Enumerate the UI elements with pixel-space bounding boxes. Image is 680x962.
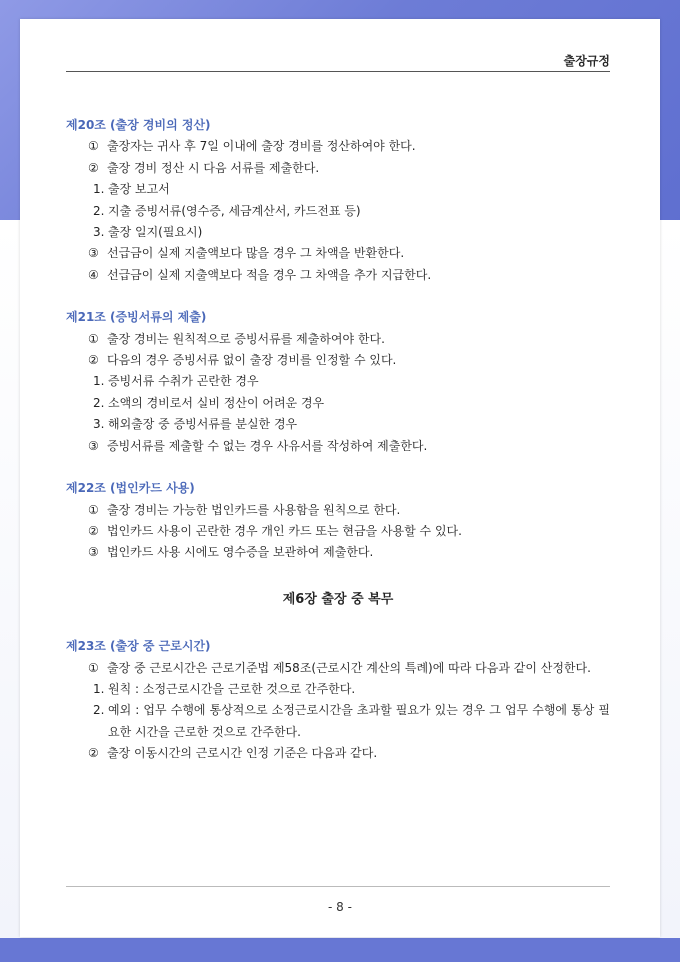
article-title: 제23조 (출장 중 근로시간) <box>66 639 211 654</box>
footer-divider <box>66 886 610 887</box>
item-text: 예외 : 업무 수행에 통상적으로 소정근로시간을 초과할 필요가 있는 경우 그 업무 수행에 통상 필요한 시간을 근로한 것으로 간주한다. <box>108 703 610 739</box>
item-text: 출장 경비는 가능한 법인카드를 사용함을 원칙으로 한다. <box>107 502 401 517</box>
item-marker: 1. <box>93 374 105 389</box>
item-text: 지출 증빙서류(영수증, 세금계산서, 카드전표 등) <box>108 203 361 218</box>
article <box>66 478 610 564</box>
clause-item <box>66 521 610 542</box>
page-content <box>66 115 610 786</box>
sub-item <box>66 393 610 414</box>
item-marker: ① <box>88 331 99 346</box>
item-marker: 2. <box>93 703 105 718</box>
header-title: 출장규정 <box>563 54 610 68</box>
clause-item <box>66 350 610 371</box>
item-text: 출장 이동시간의 근로시간 인정 기준은 다음과 같다. <box>107 746 378 761</box>
clause-item <box>66 542 610 563</box>
sub-item <box>66 371 610 392</box>
article-title: 제21조 (증빙서류의 제출) <box>66 310 207 325</box>
item-text: 선급금이 실제 지출액보다 많을 경우 그 차액을 반환한다. <box>107 246 405 261</box>
item-text: 법인카드 사용이 곤란한 경우 개인 카드 또는 현금을 사용할 수 있다. <box>107 523 462 538</box>
article <box>66 307 610 457</box>
item-text: 출장 중 근로시간은 근로기준법 제58조(근로시간 계산의 특례)에 따라 다음과 같이 산정한다. <box>107 660 591 675</box>
item-text: 증빙서류를 제출할 수 없는 경우 사유서를 작성하여 제출한다. <box>107 438 428 453</box>
item-marker: ② <box>88 523 99 538</box>
articles-before-chapter <box>66 115 610 564</box>
item-text: 소액의 경비로서 실비 정산이 어려운 경우 <box>108 395 325 410</box>
item-marker: ① <box>88 502 99 517</box>
chapter-heading: 제6장 출장 중 복무 <box>282 591 394 607</box>
clause-item <box>66 743 610 764</box>
item-marker: ② <box>88 353 99 368</box>
item-marker: ① <box>88 139 99 154</box>
item-marker: ③ <box>88 438 99 453</box>
item-marker: ④ <box>88 267 99 282</box>
item-text: 증빙서류 수취가 곤란한 경우 <box>108 374 259 389</box>
clause-item <box>66 158 610 179</box>
item-marker: 1. <box>93 182 105 197</box>
sub-item <box>66 222 610 243</box>
item-text: 선급금이 실제 지출액보다 적을 경우 그 차액을 추가 지급한다. <box>107 267 432 282</box>
article <box>66 636 610 764</box>
sub-item <box>66 179 610 200</box>
clause-item <box>66 329 610 350</box>
item-text: 원칙 : 소정근로시간을 근로한 것으로 간주한다. <box>108 681 356 696</box>
background-bottom-band <box>0 938 680 962</box>
item-marker: 3. <box>93 417 105 432</box>
item-text: 다음의 경우 증빙서류 없이 출장 경비를 인정할 수 있다. <box>107 353 397 368</box>
item-text: 출장 경비는 원칙적으로 증빙서류를 제출하여야 한다. <box>107 331 385 346</box>
clause-item <box>66 436 610 457</box>
article <box>66 115 610 286</box>
sub-item <box>66 679 610 700</box>
item-marker: ② <box>88 746 99 761</box>
item-marker: ② <box>88 160 99 175</box>
sub-item <box>66 414 610 435</box>
document-page <box>20 19 660 937</box>
item-text: 출장 보고서 <box>108 182 170 197</box>
sub-item <box>66 201 610 222</box>
sub-item <box>66 700 610 743</box>
header-divider <box>66 71 610 72</box>
clause-item <box>66 265 610 286</box>
item-marker: ① <box>88 660 99 675</box>
item-marker: 2. <box>93 203 105 218</box>
article-title: 제22조 (법인카드 사용) <box>66 481 195 496</box>
item-text: 출장 경비 정산 시 다음 서류를 제출한다. <box>107 160 320 175</box>
item-marker: 2. <box>93 395 105 410</box>
clause-item <box>66 500 610 521</box>
article-title: 제20조 (출장 경비의 정산) <box>66 118 211 132</box>
item-marker: ③ <box>88 545 99 560</box>
item-marker: 1. <box>93 681 105 696</box>
clause-item <box>66 136 610 157</box>
item-marker: ③ <box>88 246 99 261</box>
item-marker: 3. <box>93 225 105 240</box>
clause-item <box>66 243 610 264</box>
clause-item <box>66 658 610 679</box>
item-text: 출장자는 귀사 후 7일 이내에 출장 경비를 정산하여야 한다. <box>107 139 416 154</box>
articles-after-chapter <box>66 636 610 764</box>
item-text: 출장 일지(필요시) <box>108 225 203 240</box>
item-text: 해외출장 중 증빙서류를 분실한 경우 <box>108 417 298 432</box>
page-number: - 8 - <box>328 900 352 914</box>
item-text: 법인카드 사용 시에도 영수증을 보관하여 제출한다. <box>107 545 374 560</box>
